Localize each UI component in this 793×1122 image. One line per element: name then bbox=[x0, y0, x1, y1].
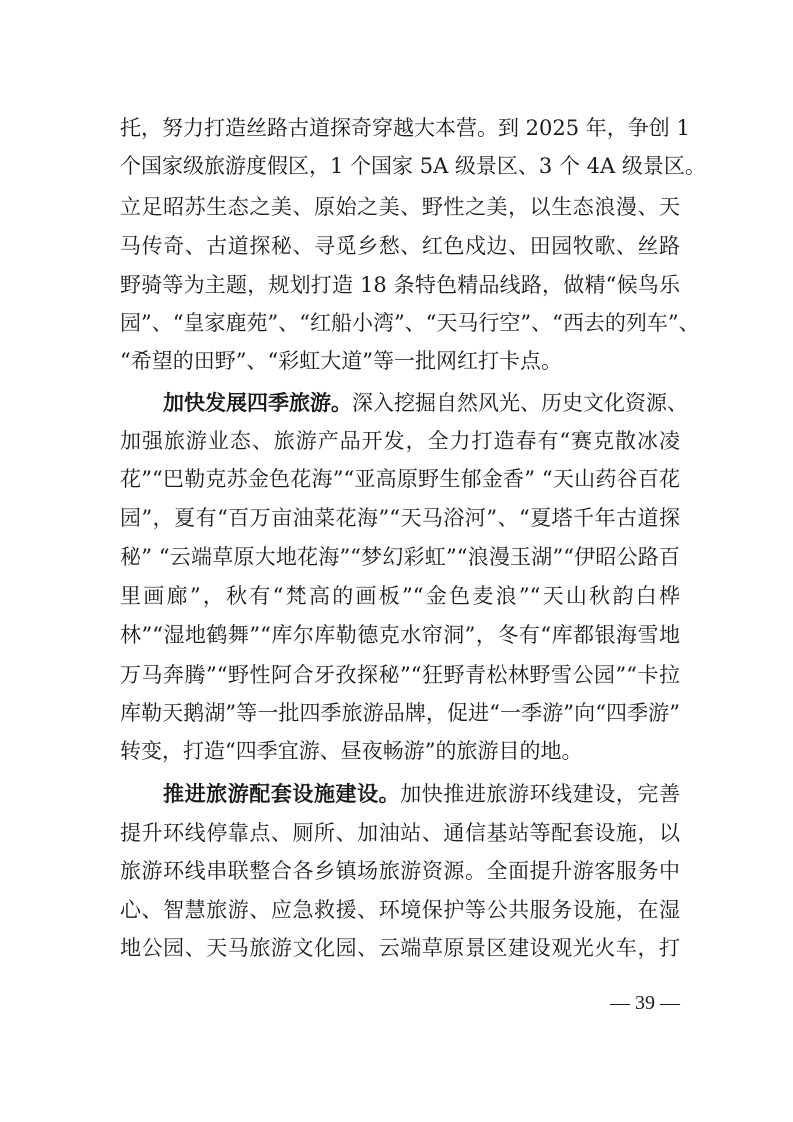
paragraph-2-line-1 bbox=[163, 384, 688, 422]
paragraph-2-heading: 加快发展四季旅游。 bbox=[163, 390, 352, 415]
paragraph-1-line-6: 园”、“皇家鹿苑”、“红船小湾”、“天马行空”、“西去的列车”、 bbox=[120, 311, 700, 335]
paragraph-3-line-2: 提升环线停靠点、厕所、加油站、通信基站等配套设施，以 bbox=[120, 821, 680, 845]
paragraph-3-line-3: 旅游环线串联整合各乡镇场旅游资源。全面提升游客服务中 bbox=[120, 859, 680, 883]
page-number: — 39 — bbox=[610, 992, 680, 1014]
paragraph-2-line-8: 万马奔腾”“野性阿合牙孜探秘”“狂野青松林野雪公园”“卡拉 bbox=[120, 663, 680, 687]
paragraph-3-first-line-text: 加快推进旅游环线建设，完善 bbox=[400, 782, 681, 806]
paragraph-2-line-10: 转变，打造“四季宜游、昼夜畅游”的旅游目的地。 bbox=[120, 739, 583, 763]
paragraph-1-line-4: 马传奇、古道探秘、寻觅乡愁、红色戍边、田园牧歌、丝路 bbox=[120, 234, 680, 258]
paragraph-2-line-9: 库勒天鹅湖”等一批四季旅游品牌，促进“一季游”向“四季游” bbox=[120, 701, 680, 725]
paragraph-2-line-6: 里画廊”，秋有“梵高的画板”“金色麦浪”“天山秋韵白桦 bbox=[120, 584, 680, 608]
paragraph-1-line-3: 立足昭苏生态之美、原始之美、野性之美，以生态浪漫、天 bbox=[120, 195, 680, 219]
paragraph-1-line-7: “希望的田野”、“彩虹大道”等一批网红打卡点。 bbox=[120, 349, 562, 373]
paragraph-3-line-4: 心、智慧旅游、应急救援、环境保护等公共服务设施，在湿 bbox=[120, 898, 680, 922]
paragraph-3-line-5: 地公园、天马旅游文化园、云端草原景区建设观光火车，打 bbox=[120, 936, 680, 960]
paragraph-1-line-1: 托，努力打造丝路古道探奇穿越大本营。到 2025 年，争创 1 bbox=[120, 116, 690, 140]
paragraph-2-line-5: 秘” “云端草原大地花海”“梦幻彩虹”“浪漫玉湖”“伊昭公路百 bbox=[120, 545, 680, 569]
paragraph-2-first-line-text: 深入挖掘自然风光、历史文化资源、 bbox=[352, 391, 688, 415]
paragraph-2-line-7: 林”“湿地鹤舞”“库尔库勒德克水帘洞”，冬有“库都银海雪地 bbox=[120, 623, 680, 647]
paragraph-2-line-2: 加强旅游业态、旅游产品开发，全力打造春有“赛克散冰凌 bbox=[120, 429, 680, 453]
paragraph-1-line-2: 个国家级旅游度假区，1 个国家 5A 级景区、3 个 4A 级景区。 bbox=[120, 154, 706, 178]
paragraph-3-heading: 推进旅游配套设施建设。 bbox=[163, 781, 401, 806]
paragraph-2-line-3: 花”“巴勒克苏金色花海”“亚高原野生郁金香” “天山药谷百花 bbox=[120, 467, 680, 491]
paragraph-2-line-4: 园”，夏有“百万亩油菜花海”“天马浴河”、“夏塔千年古道探 bbox=[120, 506, 680, 530]
paragraph-1-line-5: 野骑等为主题，规划打造 18 条特色精品线路，做精“候鸟乐 bbox=[120, 273, 680, 297]
paragraph-3-line-1 bbox=[163, 775, 680, 813]
